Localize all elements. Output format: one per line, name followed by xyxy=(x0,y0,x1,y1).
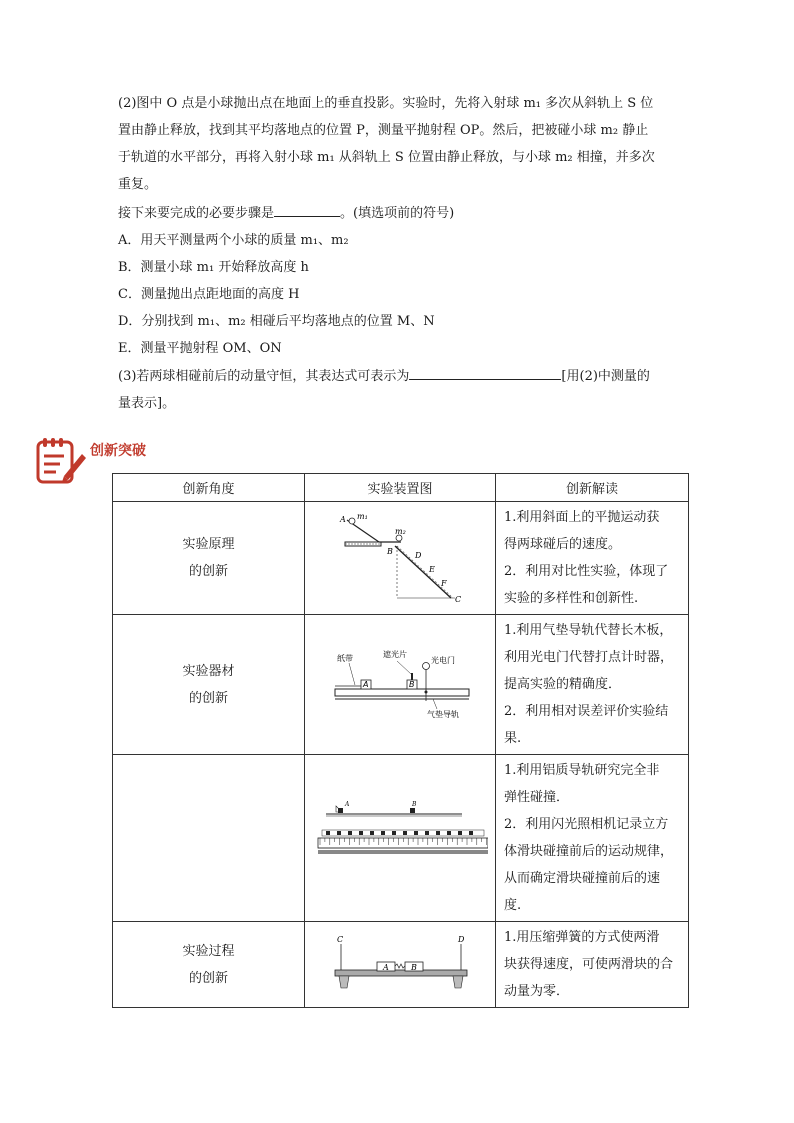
reading-line: 果. xyxy=(504,731,522,746)
flash-block-mark xyxy=(425,831,429,835)
reading-line: 弹性碰撞． xyxy=(504,790,570,805)
question-line: 于轨道的水平部分，再将入射小球 m₁ 从斜轨上 S 位置由静止释放，与小球 m₂ 相撞，并多次 xyxy=(118,150,655,165)
label-C: C xyxy=(337,934,344,944)
flash-block-mark xyxy=(381,831,385,835)
table-row xyxy=(113,922,689,1008)
flash-block-mark xyxy=(414,831,418,835)
q3-prefix: (3)若两球相碰前后的动量守恒，其表达式可表示为 xyxy=(118,369,410,384)
incline-apparatus-figure xyxy=(325,506,475,606)
header-angle: 创新角度 xyxy=(113,474,305,502)
reading-line: 1.利用气垫导轨代替长木板， xyxy=(504,623,673,638)
label-track: 气垫导轨 xyxy=(427,709,459,719)
next-step-suffix: 。(填选项前的符号) xyxy=(340,206,455,221)
label-B: B xyxy=(409,679,415,689)
label-gate: 光电门 xyxy=(431,655,455,665)
angle-line: 实验原理 xyxy=(182,537,235,552)
q3-suffix: [用(2)中测量的 xyxy=(561,369,650,384)
reading-line: 块获得速度，可使两滑块的合 xyxy=(504,957,674,972)
flash-block-mark xyxy=(326,831,330,835)
next-step-prefix: 接下来要完成的必要步骤是 xyxy=(118,206,275,221)
label-shade: 遮光片 xyxy=(383,649,407,659)
option-e: E．测量平抛射程 OM、ON xyxy=(118,341,282,356)
label-tape: 纸带 xyxy=(337,653,353,663)
option-b: B．测量小球 m₁ 开始释放高度 h xyxy=(118,260,309,275)
flash-block-mark xyxy=(447,831,451,835)
label-D: D xyxy=(415,551,422,560)
next-step-line xyxy=(118,204,454,224)
angle-line: 实验器材 xyxy=(182,663,235,679)
question-line: (2)图中 O 点是小球抛出点在地面上的垂直投影。实验时，先将入射球 m₁ 多次从斜轨上 S 位 xyxy=(118,96,654,111)
flash-block-mark xyxy=(436,831,440,835)
reading-line: 体滑块碰撞前后的运动规律， xyxy=(504,844,674,859)
section-title: 创新突破 xyxy=(90,443,146,459)
label-A: A xyxy=(345,801,350,808)
figure-cell xyxy=(305,922,496,1008)
label-A: A xyxy=(340,515,346,524)
question-3-line xyxy=(118,367,650,387)
figure-cell xyxy=(305,755,496,922)
reading-line: 提高实验的精确度． xyxy=(504,677,622,692)
reading-line: 2．利用闪光照相机记录立方 xyxy=(504,817,669,832)
flash-block-mark xyxy=(392,831,396,835)
reading-line: 利用光电门代替打点计时器， xyxy=(504,650,674,665)
reading-line: 度. xyxy=(504,898,522,913)
flash-block-mark xyxy=(359,831,363,835)
answer-blank[interactable] xyxy=(274,204,340,217)
flash-block-mark xyxy=(403,831,407,835)
question-2-paragraph xyxy=(118,90,678,198)
reading-line: 2．利用相对误差评价实验结 xyxy=(504,704,669,719)
angle-line: 的创新 xyxy=(188,970,228,986)
option-a: A．用天平测量两个小球的质量 m₁、m₂ xyxy=(118,233,349,248)
figure-cell xyxy=(305,615,496,755)
label-A: A xyxy=(363,679,369,689)
reading-line: 2．利用对比性实验，体现了 xyxy=(504,564,669,579)
reading-line: 实验的多样性和创新性. xyxy=(504,591,639,606)
flash-block-mark xyxy=(348,831,352,835)
notepad-pen-icon xyxy=(34,436,88,484)
label-F: F xyxy=(441,579,447,588)
figure-cell xyxy=(305,502,496,615)
expression-blank[interactable] xyxy=(409,367,561,380)
label-B: B xyxy=(387,547,393,556)
angle-cell xyxy=(113,502,305,615)
label-B: B xyxy=(412,801,417,808)
air-track-figure xyxy=(325,643,475,723)
label-B: B xyxy=(411,962,417,972)
flash-photo-track-figure xyxy=(312,796,488,876)
reading-line: 1.利用铝质导轨研究完全非 xyxy=(504,763,660,778)
table-row xyxy=(113,755,689,922)
label-C: C xyxy=(455,595,462,604)
reading-line: 从而确定滑块碰撞前后的速 xyxy=(504,871,661,886)
angle-cell xyxy=(113,755,305,922)
header-figure: 实验装置图 xyxy=(305,474,496,502)
option-d: D．分别找到 m₁、m₂ 相碰后平均落地点的位置 M、N xyxy=(118,314,435,329)
label-D: D xyxy=(458,934,465,944)
flash-block-mark xyxy=(370,831,374,835)
q3-line-2: 量表示]。 xyxy=(118,396,176,411)
flash-block-mark xyxy=(469,831,473,835)
reading-line: 1.利用斜面上的平抛运动获 xyxy=(504,510,660,525)
angle-line: 的创新 xyxy=(188,564,228,579)
innovation-table xyxy=(112,473,689,1008)
reading-cell xyxy=(496,615,689,755)
reading-line: 1.用压缩弹簧的方式使两滑 xyxy=(504,930,660,945)
label-m1: m₁ xyxy=(357,512,368,521)
angle-cell xyxy=(113,615,305,755)
angle-line: 的创新 xyxy=(188,690,228,706)
table-row xyxy=(113,615,689,755)
label-m2: m₂ xyxy=(395,527,406,536)
label-A: A xyxy=(383,962,389,972)
table-header-row xyxy=(113,474,689,502)
reading-line: 得两球碰后的速度。 xyxy=(504,537,622,552)
option-c: C．测量抛出点距地面的高度 H xyxy=(118,287,300,302)
label-E: E xyxy=(429,565,435,574)
spring-sliders-figure xyxy=(325,930,475,996)
header-reading: 创新解读 xyxy=(496,474,689,502)
reading-cell xyxy=(496,755,689,922)
reading-cell xyxy=(496,922,689,1008)
question-line: 重复。 xyxy=(118,177,158,192)
reading-cell xyxy=(496,502,689,615)
flash-block-mark xyxy=(458,831,462,835)
flash-block-mark xyxy=(337,831,341,835)
angle-line: 实验过程 xyxy=(182,943,235,959)
angle-cell xyxy=(113,922,305,1008)
question-line: 置由静止释放，找到其平均落地点的位置 P，测量平抛射程 OP。然后，把被碰小球 m₂ 静止 xyxy=(118,123,649,138)
table-row xyxy=(113,502,689,615)
reading-line: 动量为零． xyxy=(504,984,570,999)
